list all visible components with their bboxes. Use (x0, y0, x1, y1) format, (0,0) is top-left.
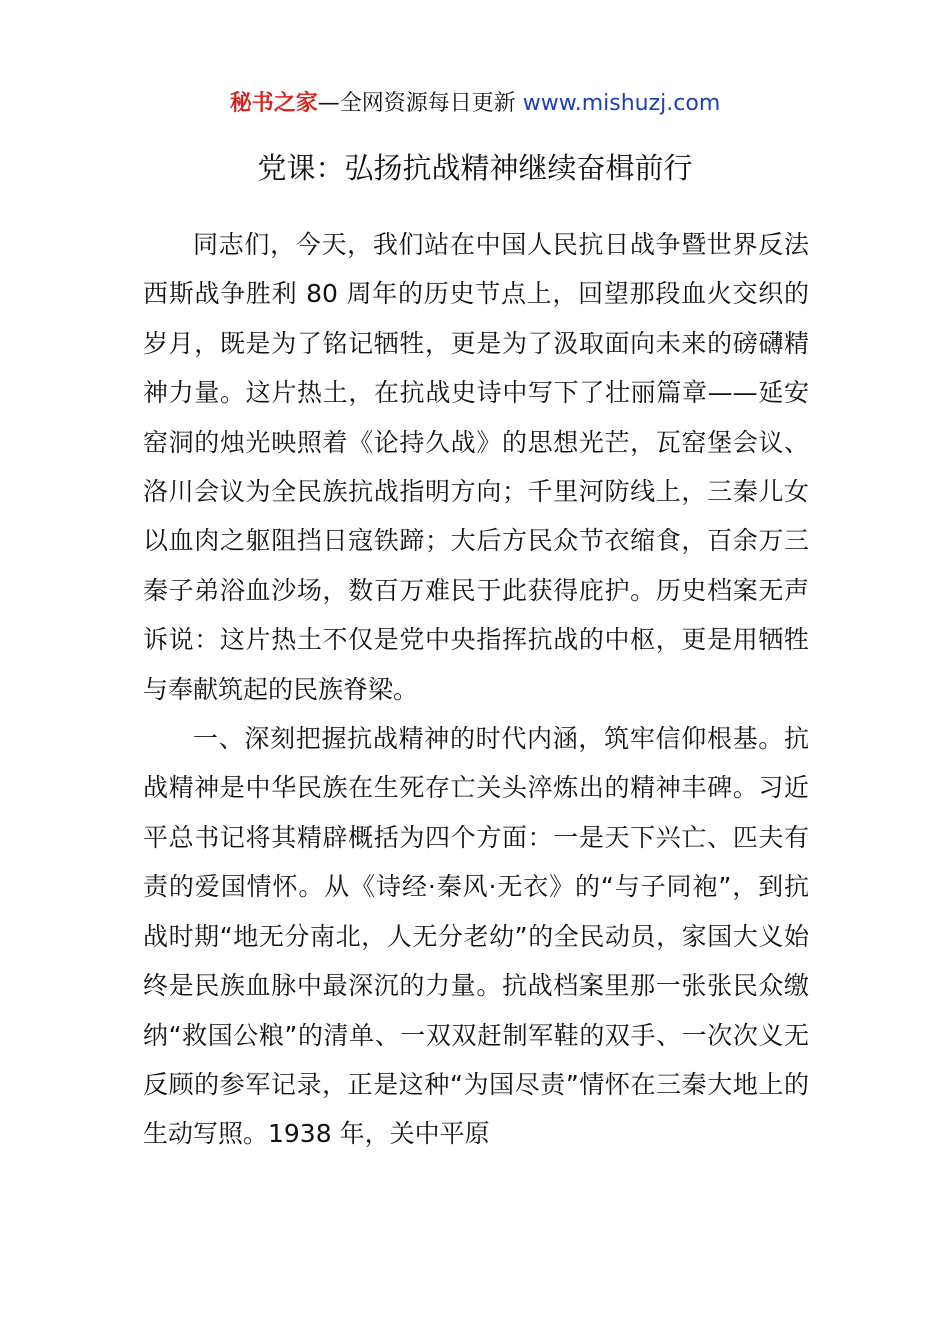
site-header (0, 88, 950, 120)
document-body (143, 220, 809, 1159)
header-tagline: —全网资源每日更新 (317, 91, 523, 116)
site-url-link[interactable]: www.mishuzj.com (522, 91, 721, 116)
paragraph-section-one: 一、深刻把握抗战精神的时代内涵，筑牢信仰根基。抗战精神是中华民族在生死存亡关头淬炼出的精神丰碑。习近平总书记将其精辟概括为四个方面：一是天下兴亡、匹夫有责的爱国情怀。从《诗经·秦风·无衣》的“与子同袍”，到抗战时期“地无分南北，人无分老幼”的全民动员，家国大义始终是民族血脉中最深沉的力量。抗战档案里那一张张民众缴纳“救国公粮”的清单、一双双赶制军鞋的双手、一次次义无反顾的参军记录，正是这种“为国尽责”情怀在三秦大地上的生动写照。1938 年，关中平原 (143, 724, 809, 1149)
brand-name: 秘书之家 (229, 91, 318, 116)
paragraph-intro: 同志们，今天，我们站在中国人民抗日战争暨世界反法西斯战争胜利 80 周年的历史节点上，回望那段血火交织的岁月，既是为了铭记牺牲，更是为了汲取面向未来的磅礴精神力量。这片热土，在抗战史诗中写下了壮丽篇章——延安窑洞的烛光映照着《论持久战》的思想光芒，瓦窑堡会议、洛川会议为全民族抗战指明方向；千里河防线上，三秦儿女以血肉之躯阻挡日寇铁蹄；大后方民众节衣缩食，百余万三秦子弟浴血沙场，数百万难民于此获得庇护。历史档案无声诉说：这片热土不仅是党中央指挥抗战的中枢，更是用牺牲与奉献筑起的民族脊梁。 (143, 230, 809, 704)
document-title: 党课：弘扬抗战精神继续奋楫前行 (257, 151, 693, 185)
